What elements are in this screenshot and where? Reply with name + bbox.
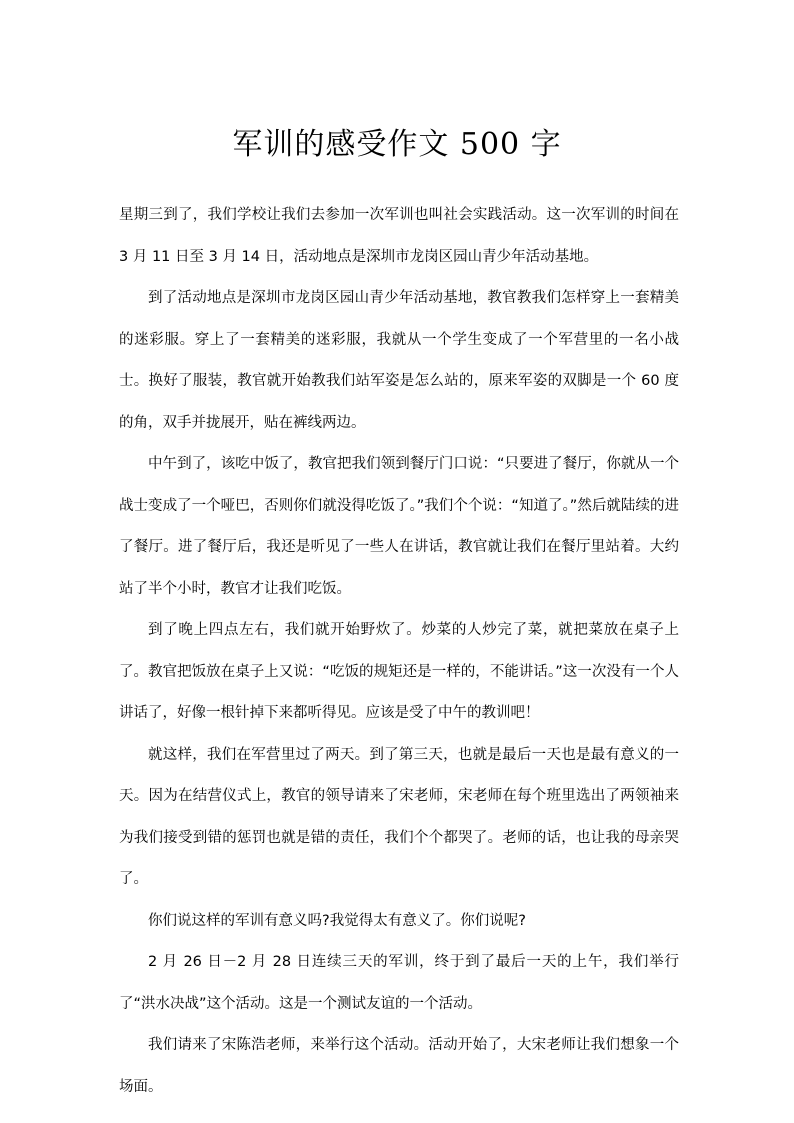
document-body xyxy=(119,195,679,1108)
document-title: 军训的感受作文 500 字 xyxy=(232,127,562,162)
paragraph: 我们请来了宋陈浩老师，来举行这个活动。活动开始了，大宋老师让我们想象一个场面。 xyxy=(119,1037,679,1095)
paragraph: 就这样，我们在军营里过了两天。到了第三天，也就是最后一天也是最有意义的一天。因为在结营仪式上，教官的领导请来了宋老师，宋老师在每个班里选出了两领袖来为我们接受到错的惩罚也就是错的责任，我们个个都哭了。老师的话，也让我的母亲哭了。 xyxy=(119,746,679,887)
paragraph: 到了晚上四点左右，我们就开始野炊了。炒菜的人炒完了菜，就把菜放在桌子上了。教官把饭放在桌子上又说：“吃饭的规矩还是一样的，不能讲话。”这一次没有一个人讲话了，好像一根针掉下来都听得见。应该是受了中午的教训吧！ xyxy=(119,622,679,721)
paragraph: 你们说这样的军训有意义吗?我觉得太有意义了。你们说呢? xyxy=(148,912,526,929)
paragraph: 到了活动地点是深圳市龙岗区园山青少年活动基地，教官教我们怎样穿上一套精美的迷彩服。穿上了一套精美的迷彩服，我就从一个学生变成了一个军营里的一名小战士。换好了服装，教官就开始教我们站军姿是怎么站的，原来军姿的双脚是一个 60 度的角，双手并拢展开，贴在裤线两边。 xyxy=(119,290,679,431)
paragraph: 星期三到了，我们学校让我们去参加一次军训也叫社会实践活动。这一次军训的时间在 3 月 11 日至 3 月 14 日，活动地点是深圳市龙岗区园山青少年活动基地。 xyxy=(119,207,679,265)
paragraph: 2 月 26 日－2 月 28 日连续三天的军训，终于到了最后一天的上午，我们举行了“洪水决战”这个活动。这是一个测试友谊的一个活动。 xyxy=(119,954,679,1012)
paragraph: 中午到了，该吃中饭了，教官把我们领到餐厅门口说：“只要进了餐厅，你就从一个战士变成了一个哑巴，否则你们就没得吃饭了。”我们个个说：“知道了。”然后就陆续的进了餐厅。进了餐厅后，我还是听见了一些人在讲话，教官就让我们在餐厅里站着。大约站了半个小时，教官才让我们吃饭。 xyxy=(119,456,679,597)
